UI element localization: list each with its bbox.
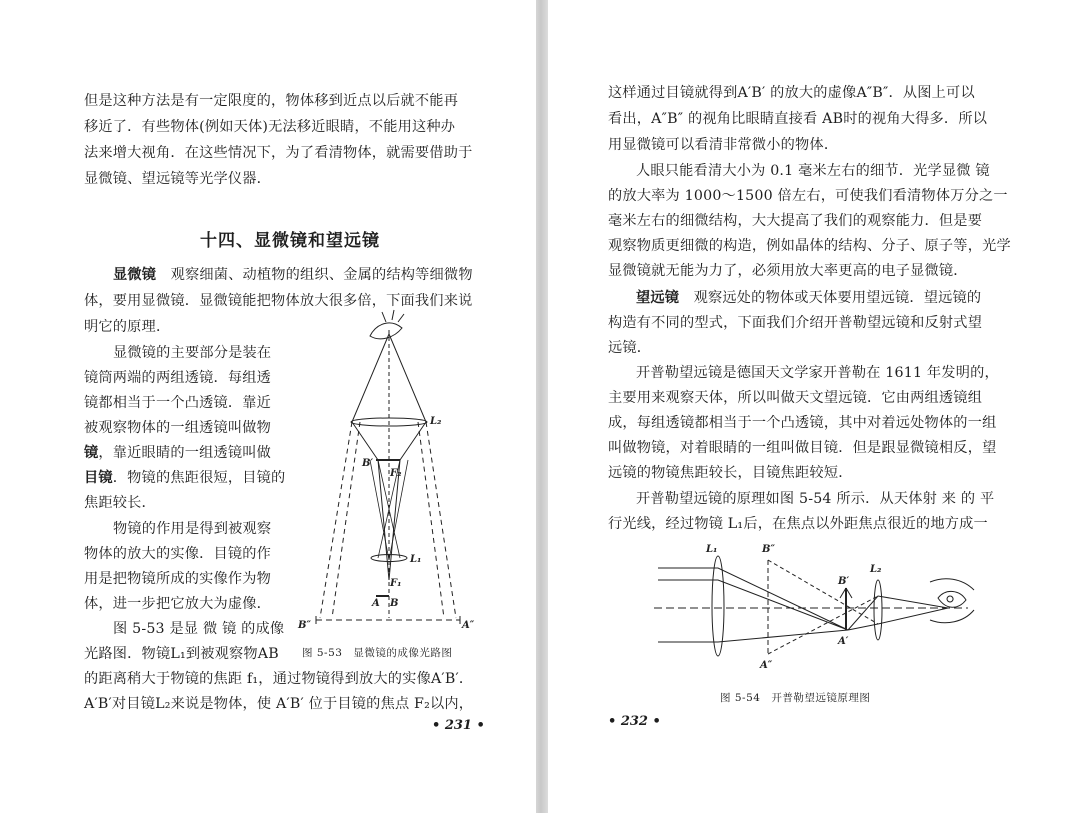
- right-page: [548, 0, 1080, 813]
- microscope-paragraph-line: [113, 266, 473, 284]
- objective-lens-l1: [712, 556, 724, 656]
- parts-line-text: ．物镜的焦距很短，目镜的: [112, 470, 286, 486]
- parts-line: 焦距较长．: [84, 495, 156, 511]
- parts-line: [84, 469, 285, 487]
- telescope-term: 望远镜: [636, 290, 680, 306]
- eye-icon: [938, 591, 966, 607]
- figure-label-b-double: B″: [298, 620, 311, 631]
- principle-paragraph-line: 开普勒望远镜的原理如图 5-54 所示．从天体射 来 的 平: [636, 491, 995, 507]
- figure-label-l2: L₂: [870, 564, 882, 575]
- intro-line: 移近了．有些物体(例如天体)无法移近眼睛，不能用这种办: [84, 119, 456, 135]
- right-top-line: 看出，A″B″ 的视角比眼睛直接看 AB时的视角大得多．所以: [608, 111, 988, 127]
- figure-label-b-double: B″: [762, 544, 775, 555]
- figure-label-f2: F₂: [390, 468, 402, 479]
- eyelash-marks: [382, 310, 404, 322]
- intro-line: 法来增大视角．在这些情况下，为了看清物体，就需要借助于: [84, 145, 473, 161]
- figure-label-l1: L₁: [706, 544, 718, 555]
- figure-label-f1: F₁: [390, 578, 402, 589]
- kepler-paragraph-line: 远镜的物镜焦距较长，目镜焦距较短．: [608, 465, 853, 481]
- converging-rays: [370, 460, 408, 560]
- eye-paragraph-line: 观察物质更细微的构造，例如晶体的结构、分子、原子等，光学: [608, 238, 1011, 254]
- bottom-line: 光路图．物镜L₁到被观察物AB: [84, 646, 279, 662]
- objective-term: 镜: [84, 445, 99, 461]
- section-title: 十四、显微镜和望远镜: [200, 231, 380, 251]
- eyepiece-lens-l2: [874, 580, 882, 640]
- parts-line: 镜筒两端的两组透镜．每组透: [84, 370, 272, 386]
- telescope-paragraph-line: 构造有不同的型式，下面我们介绍开普勒望远镜和反射式望: [608, 315, 983, 331]
- eyepiece-rays: [848, 596, 948, 630]
- intro-line: 显微镜、望远镜等光学仪器．: [84, 171, 272, 187]
- kepler-paragraph-line: 叫做物镜，对着眼睛的一组叫做目镜．但是跟显微镜相反，望: [608, 440, 997, 456]
- kepler-paragraph-line: 成，每组透镜都相当于一个凸透镜，其中对着远处物体的一组: [608, 415, 997, 431]
- figure-label-b: B: [390, 598, 399, 609]
- microscope-term: 显微镜: [113, 267, 157, 283]
- function-line: 物体的放大的实像．目镜的作: [84, 546, 272, 562]
- bottom-line: A′B′对目镜L₂来说是物体，使 A′B′ 位于目镜的焦点 F₂以内，: [84, 696, 474, 712]
- incoming-parallel-rays: [658, 568, 848, 642]
- function-line: 用是把物镜所成的实像作为物: [84, 571, 272, 587]
- parts-line-text: ，靠近眼睛的一组透镜叫做: [98, 445, 272, 461]
- kepler-paragraph-line: 主要用来观察天体，所以叫做天文望远镜．它由两组透镜组: [608, 390, 983, 406]
- microscope-line-text: 观察细菌、动植物的组织、金属的结构等细微物: [170, 267, 473, 283]
- figure-label-l2: L₂: [430, 416, 442, 427]
- function-line: 体，进一步把它放大为虚像．: [84, 596, 272, 612]
- figure-label-b-prime: B′: [362, 458, 374, 469]
- eye-paragraph-line: 的放大率为 1000～1500 倍左右，可使我们看清物体万分之一: [608, 188, 1008, 204]
- virtual-ray-extensions: [320, 422, 456, 618]
- figure-label-l1: L₁: [410, 554, 422, 565]
- function-line: 图 5-53 是显 微 镜 的成像: [113, 621, 285, 637]
- parts-line: 显微镜的主要部分是装在: [113, 345, 272, 361]
- principle-paragraph-line: 行光线，经过物镜 L₁后，在焦点以外距焦点很近的地方成一: [608, 516, 988, 532]
- bottom-line: 的距离稍大于物镜的焦距 f₁，通过物镜得到放大的实像A′B′．: [84, 671, 474, 687]
- figure-label-a: A: [372, 598, 380, 609]
- eye-paragraph-line: 人眼只能看清大小为 0.1 毫米左右的细节．光学显微 镜: [636, 163, 990, 179]
- virtual-ray-extensions: [768, 560, 878, 654]
- figure-label-a-double: A″: [462, 620, 475, 631]
- eye-icon: [370, 323, 402, 339]
- right-top-line: 用显微镜可以看清非常微小的物体．: [608, 137, 839, 153]
- telescope-paragraph-line: 远镜．: [608, 340, 652, 356]
- figure-5-53-caption: 图 5-53 显微镜的成像光路图: [302, 647, 453, 659]
- telescope-line-text: 观察远处的物体或天体要用望远镜．望远镜的: [693, 290, 982, 306]
- telescope-paragraph-line: [636, 289, 981, 307]
- page-number: • 231 •: [432, 718, 485, 733]
- eye-paragraph-line: 显微镜就无能为力了，必须用放大率更高的电子显微镜．: [608, 263, 968, 279]
- page-number: • 232 •: [608, 714, 661, 729]
- parts-line: 镜都相当于一个凸透镜．靠近: [84, 395, 272, 411]
- intro-line: 但是这种方法是有一定限度的，物体移到近点以后就不能再: [84, 93, 459, 109]
- parts-line: [84, 444, 271, 462]
- book-gutter: [536, 0, 548, 813]
- microscope-paragraph-line: 明它的原理．: [84, 319, 171, 335]
- figure-label-a-double: A″: [760, 660, 773, 671]
- microscope-paragraph-line: 体，要用显微镜．显微镜能把物体放大很多倍，下面我们来说: [84, 293, 473, 309]
- eyepiece-term: 目镜: [84, 470, 113, 486]
- left-page: [0, 0, 536, 813]
- figure-5-54-caption: 图 5-54 开普勒望远镜原理图: [720, 692, 871, 704]
- figure-label-b-prime: B′: [838, 576, 850, 587]
- figure-label-a-prime: A′: [838, 636, 849, 647]
- function-line: 物镜的作用是得到被观察: [113, 521, 272, 537]
- right-top-line: 这样通过目镜就得到A′B′ 的放大的虚像A″B″．从图上可以: [608, 85, 975, 101]
- eye-paragraph-line: 毫米左右的细微结构，大大提高了我们的观察能力．但是要: [608, 213, 983, 229]
- kepler-telescope-diagram: [648, 538, 988, 674]
- parts-line: 被观察物体的一组透镜叫做物: [84, 420, 272, 436]
- microscope-ray-diagram: [290, 300, 490, 640]
- kepler-paragraph-line: 开普勒望远镜是德国天文学家开普勒在 1611 年发明的，: [636, 365, 999, 381]
